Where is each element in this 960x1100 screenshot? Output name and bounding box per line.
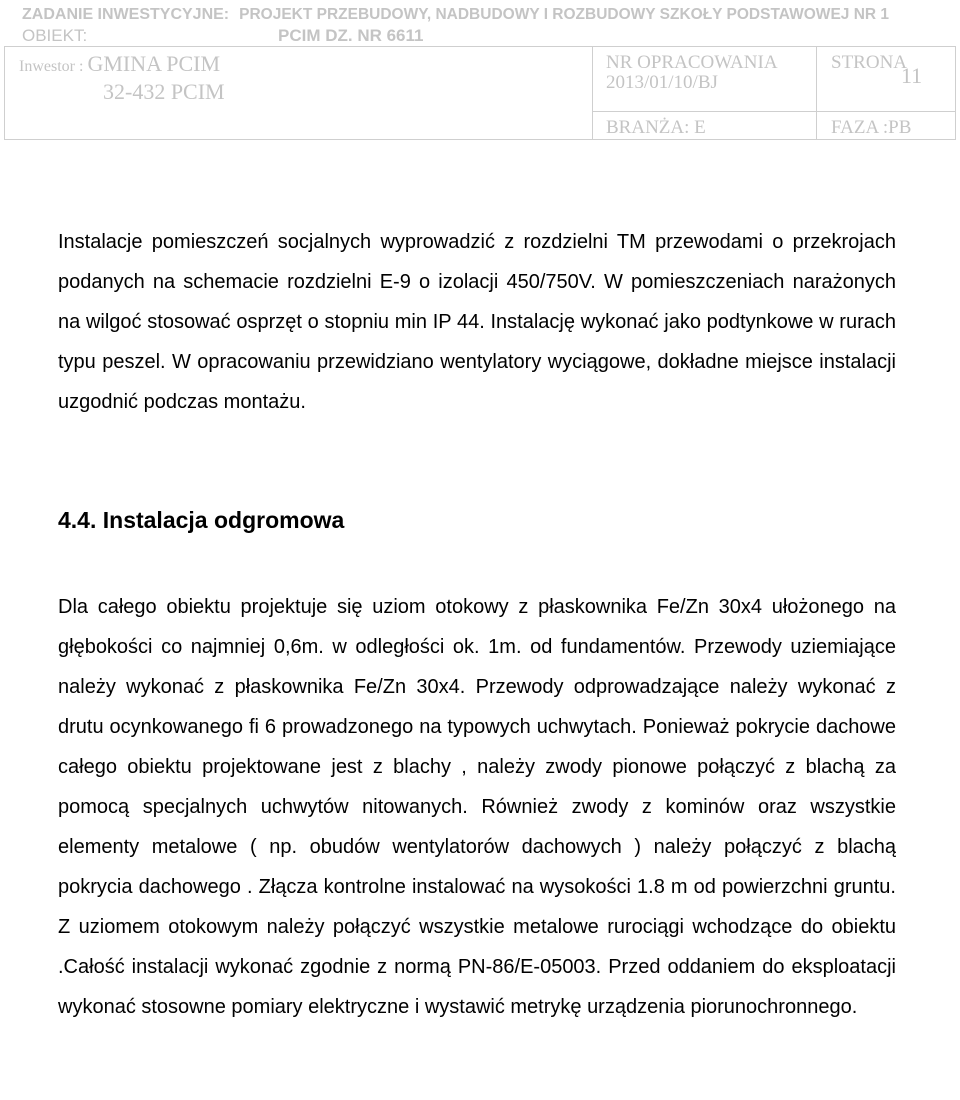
branch-label: BRANŻA: E <box>606 117 706 138</box>
section-heading: 4.4. Instalacja odgromowa <box>58 507 345 533</box>
paragraph-lightning-protection: Dla całego obiektu projektuje się uziom otokowy z płaskownika Fe/Zn 30x4 ułożonego na głębokości co najmniej 0,6m. w odległości ok. 1m. od fundamentów. Przewody uziemiające należy wykonać z płaskownika Fe/Zn 30x4. Przewody odprowadzające należy wykonać z drutu ocynkowanego fi 6 prowadzonego na typowych uchwytach. Ponieważ pokrycie dachowe całego obiektu projektowane jest z blachy , należy zwody pionowe połączyć z blachą za pomocą specjalnych uchwytów nitowanych. Również zwody z kominów oraz wszystkie elementy metalowe ( np. obudów wentylatorów dachowych ) należy połączyć z blachą pokrycia dachowego . Złącza kontrolne instalować na wysokości 1.8 m od powierzchni gruntu. Z uziomem otokowym należy połączyć wszystkie metalowe rurociągi wchodzące do obiektu .Całość instalacji wykonać zgodnie z normą PN-86/E-05003. Przed oddaniem do eksploatacji wykonać stosowne pomiary elektryczne i wystawić metrykę urządzenia piorunochronnego. <box>58 596 896 1018</box>
investor-name: GMINA PCIM <box>87 51 221 76</box>
header-table <box>4 46 956 140</box>
header-object-line <box>4 26 424 46</box>
project-title: PROJEKT PRZEBUDOWY, NADBUDOWY I ROZBUDOWY SZKOŁY PODSTAWOWEJ NR 1 <box>239 6 890 23</box>
phase-label: FAZA :PB <box>831 117 912 138</box>
object-value: PCIM DZ. NR 6611 <box>278 26 424 45</box>
investor-row <box>19 51 220 77</box>
doc-number-value: 2013/01/10/BJ <box>606 72 718 93</box>
object-label: OBIEKT: <box>22 26 88 45</box>
header-divider <box>593 111 955 112</box>
header-task-line <box>4 4 956 26</box>
investor-address: 32-432 PCIM <box>103 79 225 104</box>
paragraph-installations: Instalacje pomieszczeń socjalnych wyprowadzić z rozdzielni TM przewodami o przekrojach podanych na schemacie rozdzielni E-9 o izolacji 450/750V. W pomieszczeniach narażonych na wilgoć stosować osprzęt o stopniu min IP 44. Instalację wykonać jako podtynkowe w rurach typu peszel. W opracowaniu przewidziano wentylatory wyciągowe, dokładne miejsce instalacji uzgodnić podczas montażu. <box>58 231 896 413</box>
page-number: 11 <box>901 63 923 88</box>
task-label: ZADANIE INWESTYCYJNE: <box>22 6 230 23</box>
investor-label: Inwestor : <box>19 58 84 75</box>
doc-number-label: NR OPRACOWANIA <box>606 52 778 73</box>
page-label: STRONA <box>831 52 908 73</box>
